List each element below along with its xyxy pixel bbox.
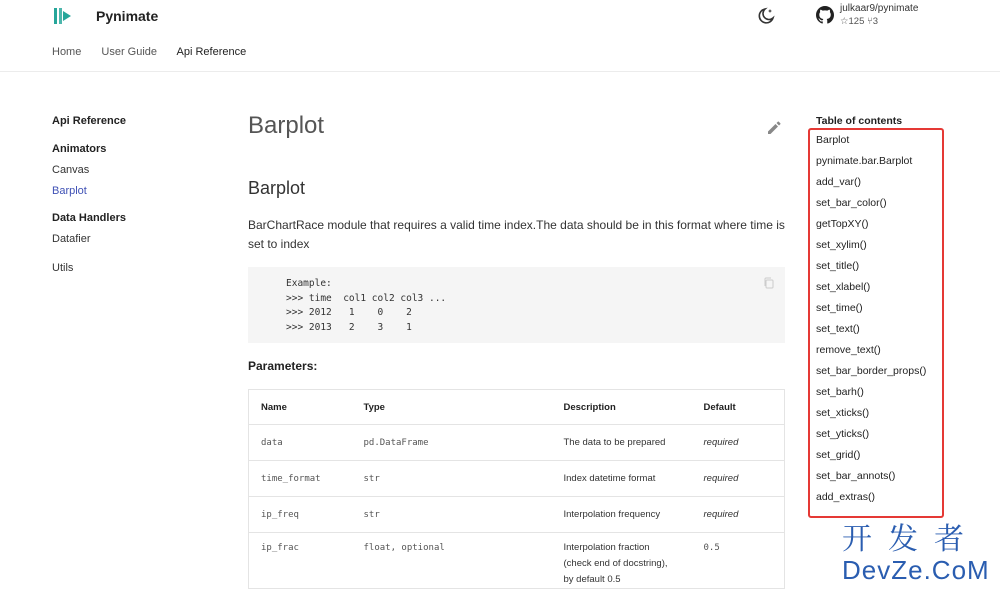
- toc-item[interactable]: add_var(): [816, 176, 861, 188]
- theme-toggle-icon[interactable]: [757, 7, 775, 25]
- param-description: Index datetime format: [552, 461, 692, 497]
- section-title: Barplot: [248, 178, 306, 198]
- toc-item[interactable]: set_grid(): [816, 449, 861, 461]
- code-text: Example: >>> time col1 col2 col3 ... >>> 2012 1 0 2 >>> 2013 2 3 1: [286, 278, 447, 333]
- sidebar-item-utils[interactable]: Utils: [52, 262, 74, 274]
- sidebar-title: Api Reference: [52, 115, 126, 127]
- nav-home[interactable]: Home: [52, 46, 82, 58]
- copy-icon[interactable]: [763, 277, 775, 289]
- param-default: required: [692, 497, 785, 533]
- toc-item[interactable]: set_xlabel(): [816, 281, 871, 293]
- header: [0, 0, 1000, 72]
- edit-icon[interactable]: [766, 120, 782, 136]
- toc-item[interactable]: set_title(): [816, 260, 860, 272]
- toc-item[interactable]: remove_text(): [816, 344, 881, 356]
- toc-item[interactable]: set_text(): [816, 323, 860, 335]
- param-name: ip_freq: [249, 497, 352, 533]
- param-description: Interpolation frequency: [552, 497, 692, 533]
- param-description: The data to be prepared: [552, 425, 692, 461]
- repo-stats: ☆125 ⑂3: [840, 16, 878, 27]
- param-name: time_format: [249, 461, 352, 497]
- github-icon: [816, 6, 834, 24]
- table-row: [249, 425, 785, 461]
- nav-user-guide[interactable]: User Guide: [101, 46, 158, 58]
- toc-item[interactable]: Barplot: [816, 134, 850, 146]
- toc-item[interactable]: set_bar_border_props(): [816, 365, 927, 377]
- logo-icon[interactable]: [52, 6, 72, 26]
- site-name[interactable]: Pynimate: [96, 8, 159, 24]
- sidebar-item-datafier[interactable]: Datafier: [52, 233, 91, 245]
- column-header: Default: [692, 390, 785, 425]
- sidebar-item-barplot[interactable]: Barplot: [52, 185, 87, 197]
- toc-title: Table of contents: [816, 115, 903, 127]
- toc-item[interactable]: set_barh(): [816, 386, 864, 398]
- top-nav: [52, 46, 263, 58]
- sidebar-heading-data-handlers: Data Handlers: [52, 212, 126, 224]
- table-header-row: [249, 390, 785, 425]
- toc-item[interactable]: set_xylim(): [816, 239, 867, 251]
- table-row: [249, 497, 785, 533]
- repo-name: julkaar9/pynimate: [840, 3, 919, 14]
- watermark-cn: 开发者: [842, 522, 980, 557]
- toc-item[interactable]: set_yticks(): [816, 428, 870, 440]
- toc-item[interactable]: pynimate.bar.Barplot: [816, 155, 913, 167]
- toc-item[interactable]: set_xticks(): [816, 407, 870, 419]
- toc-item[interactable]: set_time(): [816, 302, 863, 314]
- param-description: Interpolation fraction (check end of docstring), by default 0.5: [552, 533, 692, 589]
- watermark: [842, 524, 992, 584]
- table-of-contents: [816, 115, 946, 511]
- sidebar-heading-animators: Animators: [52, 143, 107, 155]
- watermark-en: DevZe.CoM: [842, 555, 990, 585]
- column-header: Name: [249, 390, 352, 425]
- description: BarChartRace module that requires a valid time index.The data should be in this format where time is set to index: [248, 218, 785, 251]
- page-title: Barplot: [248, 112, 325, 139]
- code-block: [248, 267, 785, 343]
- toc-item[interactable]: add_extras(): [816, 491, 875, 503]
- table-row: [249, 533, 785, 589]
- sidebar-item-canvas[interactable]: Canvas: [52, 164, 90, 176]
- toc-item[interactable]: set_bar_annots(): [816, 470, 896, 482]
- nav-api-reference[interactable]: Api Reference: [176, 46, 247, 58]
- param-default: required: [692, 461, 785, 497]
- param-name: data: [249, 425, 352, 461]
- param-type: str: [352, 497, 552, 533]
- param-type: float, optional: [352, 533, 552, 589]
- param-default: 0.5: [692, 533, 785, 589]
- parameters-title: Parameters:: [248, 359, 318, 373]
- param-type: pd.DataFrame: [352, 425, 552, 461]
- column-header: Type: [352, 390, 552, 425]
- toc-item[interactable]: set_bar_color(): [816, 197, 887, 209]
- parameters-table: [248, 389, 785, 589]
- param-default: required: [692, 425, 785, 461]
- toc-item[interactable]: getTopXY(): [816, 218, 869, 230]
- param-type: str: [352, 461, 552, 497]
- param-name: ip_frac: [249, 533, 352, 589]
- main-content: [248, 112, 785, 585]
- column-header: Description: [552, 390, 692, 425]
- table-row: [249, 461, 785, 497]
